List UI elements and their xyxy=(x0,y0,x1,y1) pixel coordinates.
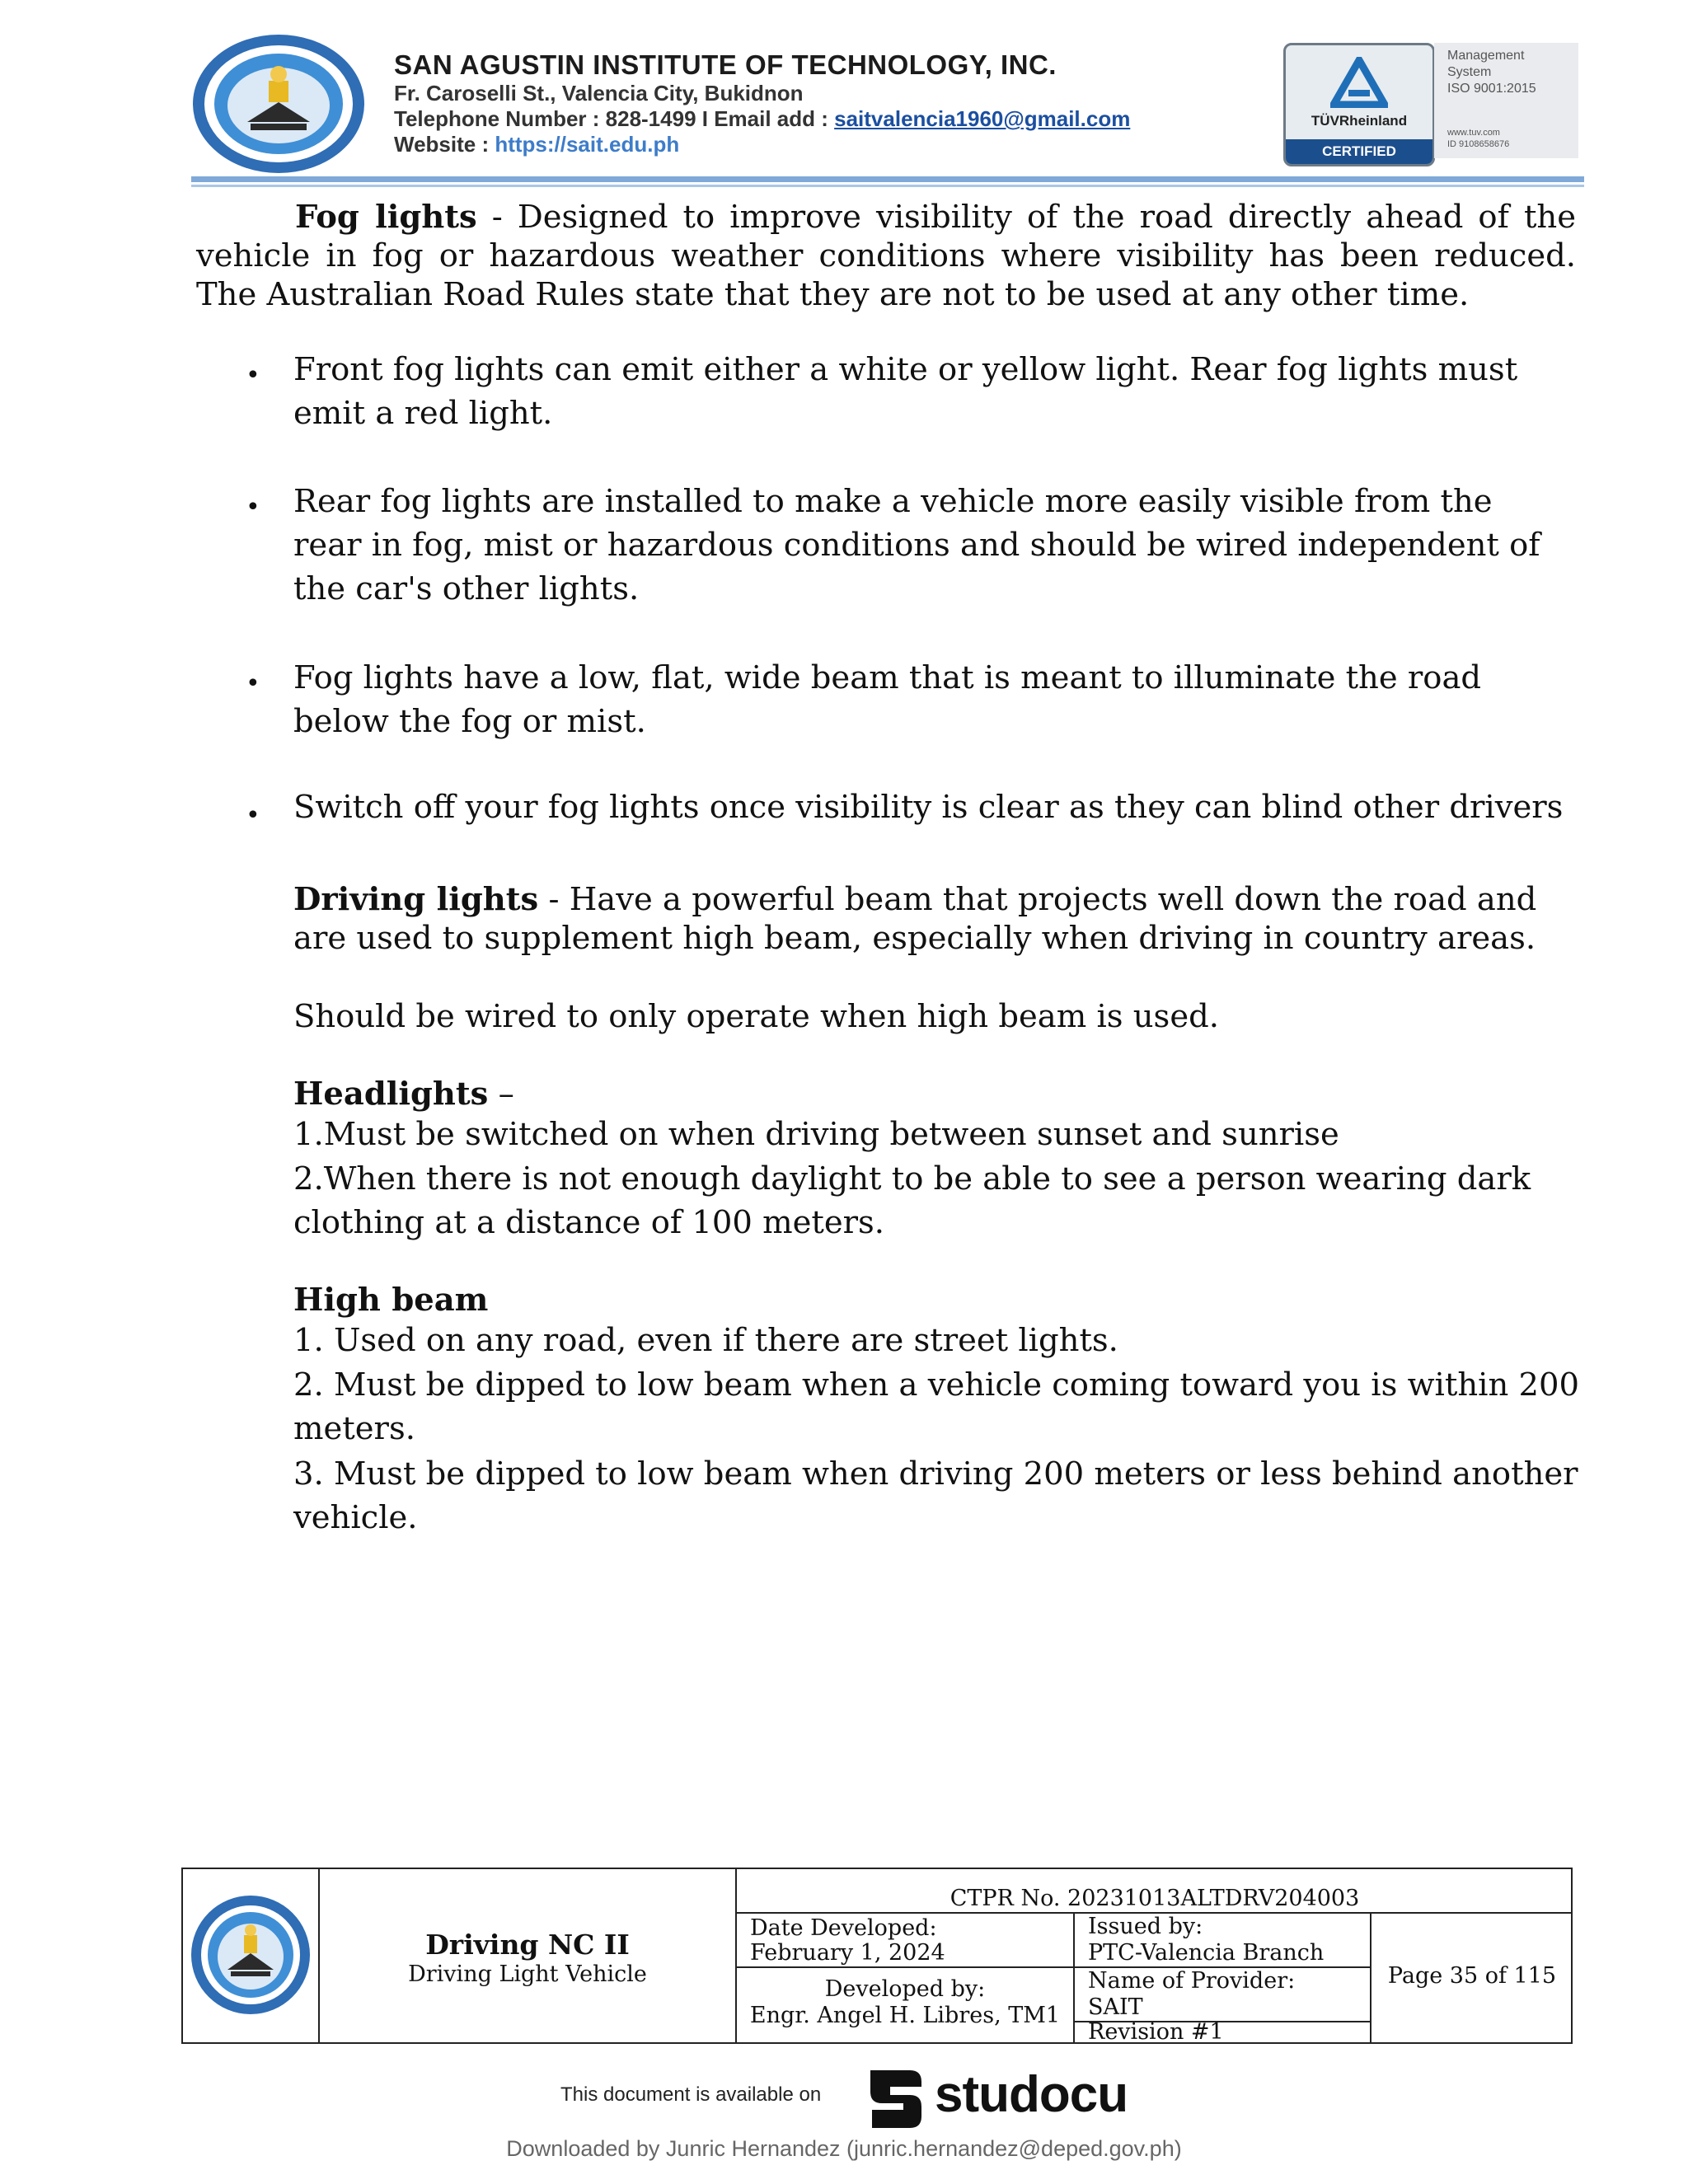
header-divider-thin xyxy=(191,185,1584,187)
studocu-available-text: This document is available on xyxy=(560,2083,822,2106)
bullet-item: Switch off your fog lights once visibility is clear as they can blind other drivers xyxy=(293,789,1564,826)
high-beam-item: 1. Used on any road, even if there are street lights. xyxy=(293,1322,1118,1359)
tuv-brand-text: TÜVRheinland xyxy=(1311,113,1408,129)
website-label: Website : xyxy=(394,132,495,157)
bullet-icon: • xyxy=(246,801,260,830)
bullet-icon: • xyxy=(246,361,260,390)
high-beam-item: 3. Must be dipped to low beam when driving 200 meters or less behind another vehicle. xyxy=(293,1455,1578,1536)
studocu-brand[interactable]: studocu xyxy=(935,2066,1128,2123)
developed-by-value: Engr. Angel H. Libres, TM1 xyxy=(749,2003,1061,2028)
phone-text: Telephone Number : 828-1499 I Email add : xyxy=(394,106,835,131)
page-number: Page 35 of 115 xyxy=(1387,1963,1557,1989)
headlights-heading: Headlights xyxy=(293,1076,489,1113)
provider-label: Name of Provider: xyxy=(1088,1968,1296,1994)
developed-by-label: Developed by: xyxy=(824,1976,986,2002)
header-text-block xyxy=(394,49,1130,157)
issued-by-value: PTC-Valencia Branch xyxy=(1088,1940,1325,1966)
high-beam-item: 2. Must be dipped to low beam when a vehicle coming toward you is within 200 meters. xyxy=(293,1366,1579,1447)
ctpr-number: CTPR No. 20231013ALTDRV204003 xyxy=(950,1886,1360,1911)
details-cell xyxy=(735,1869,1573,2045)
mgmt-url: www.tuv.com xyxy=(1447,128,1500,138)
bullet-icon: • xyxy=(246,669,260,698)
bullet-icon: • xyxy=(246,493,260,522)
issuer-cell xyxy=(1073,1912,1370,2045)
header-divider xyxy=(191,176,1584,182)
mgmt-id: ID 9108658676 xyxy=(1447,139,1510,149)
driving-lights-paragraph xyxy=(293,880,1563,958)
certified-label: CERTIFIED xyxy=(1286,139,1432,164)
contact-line xyxy=(394,106,1130,132)
high-beam-heading: High beam xyxy=(293,1282,489,1319)
course-cell xyxy=(318,1869,735,2042)
tuv-certified-badge xyxy=(1283,43,1435,166)
course-subtitle: Driving Light Vehicle xyxy=(408,1961,647,1987)
institution-seal-logo xyxy=(190,31,368,176)
headlights-heading-line xyxy=(293,1075,1563,1113)
tuv-triangle-icon xyxy=(1330,57,1388,108)
course-title: Driving NC II xyxy=(425,1929,630,1961)
revision-number: Revision #1 xyxy=(1088,2019,1224,2045)
issued-by-label: Issued by: xyxy=(1088,1914,1203,1939)
bullet-item: Front fog lights can emit either a white or yellow light. Rear fog lights must emit a red light. xyxy=(293,351,1518,432)
institution-name: SAN AGUSTIN INSTITUTE OF TECHNOLOGY, INC. xyxy=(394,49,1057,80)
downloaded-by-text: Downloaded by Junric Hernandez (junric.hernandez@deped.gov.ph) xyxy=(506,2136,1182,2161)
headlights-item: 2.When there is not enough daylight to be able to see a person wearing dark clothing at a distance of 100 meters. xyxy=(293,1160,1531,1241)
fog-lights-heading: Fog lights xyxy=(295,199,477,236)
mgmt-line-1: Management xyxy=(1447,49,1525,63)
management-system-panel xyxy=(1434,43,1578,158)
driving-lights-heading: Driving lights xyxy=(293,881,539,918)
email-link[interactable]: saitvalencia1960@gmail.com xyxy=(834,106,1131,131)
fog-lights-paragraph xyxy=(196,198,1576,314)
headlights-dash: – xyxy=(488,1076,514,1113)
studocu-logo-icon[interactable] xyxy=(860,2064,930,2133)
headlights-item: 1.Must be switched on when driving between sunset and sunrise xyxy=(293,1116,1339,1153)
website-line xyxy=(394,132,1130,157)
mgmt-line-2: System xyxy=(1447,65,1492,79)
driving-lights-note: Should be wired to only operate when high beam is used. xyxy=(293,998,1219,1035)
date-developed-label: Date Developed: xyxy=(750,1915,937,1941)
driving-lights-description: - Have a powerful beam that projects well down the road and are used to supplement high beam, especially when driving in country areas. xyxy=(293,881,1537,957)
mgmt-line-3: ISO 9001:2015 xyxy=(1447,82,1536,96)
date-developed-value: February 1, 2024 xyxy=(750,1940,945,1966)
bullet-item: Rear fog lights are installed to make a vehicle more easily visible from the rear in fog, mist or hazardous conditions and should be wired independent of the car's other lights. xyxy=(293,483,1540,607)
website-link[interactable]: https://sait.edu.ph xyxy=(495,132,680,157)
provider-value: SAIT xyxy=(1088,1994,1143,2020)
institution-address: Fr. Caroselli St., Valencia City, Bukidnon xyxy=(394,81,804,105)
page-cell xyxy=(1370,1912,1573,2042)
document-footer-table xyxy=(181,1868,1573,2044)
footer-seal-logo xyxy=(190,1894,312,2016)
fog-lights-description: - Designed to improve visibility of the road directly ahead of the vehicle in fog or hazardous weather conditions where visibility has been reduced. The Australian Road Rules state that they are not to be used at any other time. xyxy=(196,199,1576,313)
bullet-item: Fog lights have a low, flat, wide beam that is meant to illuminate the road below the fog or mist. xyxy=(293,659,1482,740)
